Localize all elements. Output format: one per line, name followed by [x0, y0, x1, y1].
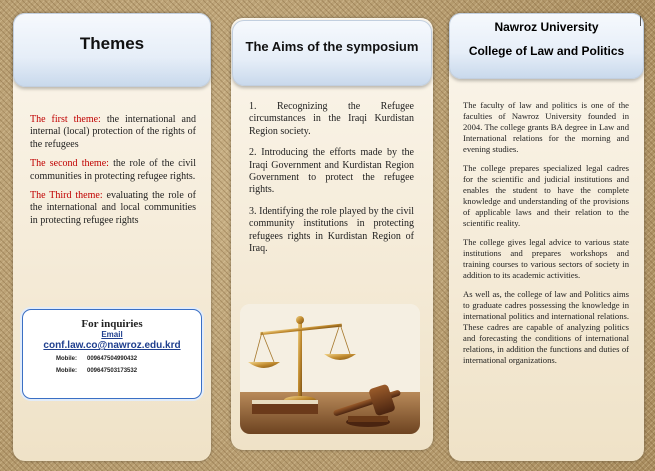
- college-name: College of Law and Politics: [468, 44, 625, 58]
- college-description: [463, 100, 629, 374]
- aims-title: The Aims of the symposium: [245, 39, 419, 54]
- aim-item: 3. Identifying the role played by the civil community institutions in protecting refugees rights in Kurdistan Region of Iraq.: [249, 205, 414, 255]
- university-name: Nawroz University: [494, 20, 599, 34]
- theme-label: The Third theme:: [30, 190, 103, 202]
- theme-item: [30, 190, 196, 227]
- mobile-row: [23, 356, 201, 362]
- scales-of-justice-icon: [240, 304, 420, 434]
- themes-list: [30, 114, 196, 234]
- mobile-label: Mobile:: [56, 356, 77, 362]
- theme-text: evaluating the role of the international and local communities in protecting refugee rights: [30, 190, 197, 226]
- theme-label: The first theme:: [30, 114, 101, 125]
- email-label: Email: [101, 330, 123, 339]
- theme-text: the international and internal (local) protection of the rights of the refugees: [30, 114, 196, 150]
- inquiries-card: [22, 309, 202, 399]
- text-cursor-mark: [640, 16, 641, 26]
- mobile-number: 009647503173532: [87, 368, 138, 374]
- college-paragraph: The college gives legal advice to various state institutions and prepares workshops and training courses to various sectors of society in addition to its academic activities.: [463, 237, 629, 280]
- aim-item: 1. Recognizing the Refugee circumstances in the Iraqi Kurdistan Region society.: [249, 101, 414, 137]
- aims-list: [249, 101, 414, 264]
- mobile-row: [23, 368, 201, 374]
- theme-item: [30, 114, 196, 151]
- aim-item: 2. Introducing the efforts made by the Iraqi Government and Kurdistan Region Government to protect the refugee rights.: [249, 147, 414, 196]
- email-link[interactable]: conf.law.co@nawroz.edu.krd: [43, 340, 181, 351]
- college-paragraph: The college prepares specialized legal cadres for the scientific and judicial institutions and enables the student to have the complete knowledge and understanding of the provisions of applicable laws and their relation to the scientific reality.: [463, 163, 629, 228]
- theme-label: The second theme:: [30, 158, 109, 170]
- college-header: [449, 13, 644, 79]
- theme-item: [30, 158, 196, 183]
- theme-text: the role of the civil communities in protecting refugee rights.: [30, 158, 196, 182]
- college-paragraph: As well as, the college of law and Politics aims to graduate cadres possessing the knowledge in international politics and international relations. These cadres are capable of analyzing politics and forecasting the conditions of international relations, in addition the functions and duties of international organizations.: [463, 289, 629, 365]
- mobile-label: Mobile:: [56, 368, 77, 374]
- justice-scales-image: [240, 304, 420, 434]
- inquiries-title: For inquiries: [81, 318, 143, 330]
- themes-title: Themes: [79, 34, 145, 53]
- college-paragraph: The faculty of law and politics is one of the faculties of Nawroz University founded in 2004. The college grants BA degree in Law and International relations for the morning and evening studies.: [463, 100, 629, 154]
- themes-header: [13, 13, 211, 87]
- aims-header: [232, 20, 432, 86]
- mobile-number: 009647504990432: [87, 356, 138, 362]
